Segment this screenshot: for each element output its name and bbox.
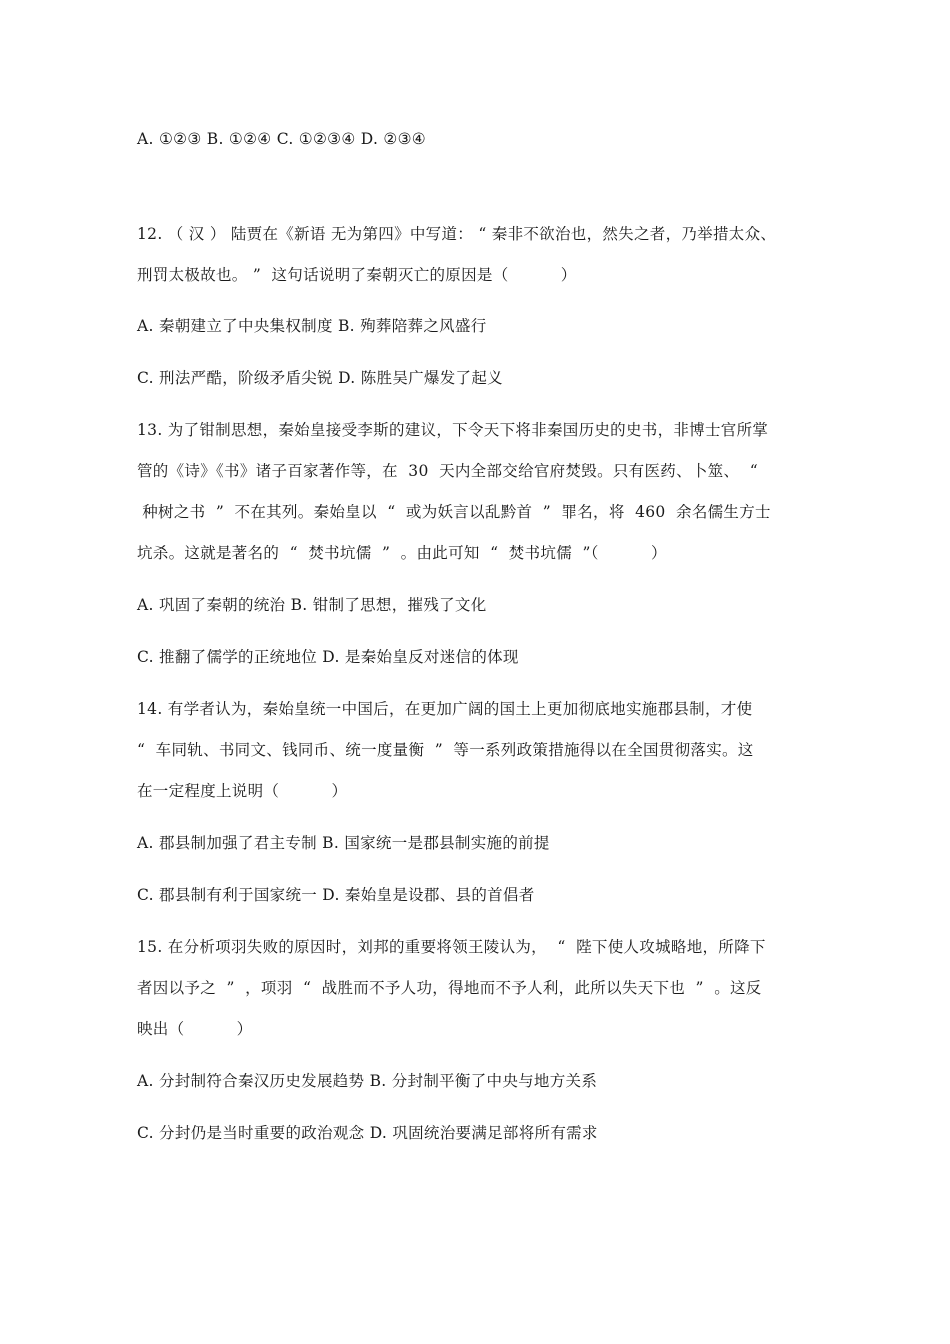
q13-stem-line-2: 管的《诗》《书》诸子百家著作等，在 30 天内全部交给官府焚毁。只有医药、卜筮、 “	[137, 462, 758, 480]
q14-stem-line-3: 在一定程度上说明（ ）	[137, 782, 348, 800]
q13-stem-line-3: 种树之书 ” 不在其列。秦始皇以 “ 或为妖言以乱黔首 ” 罪名，将 460 余名儒生方士	[137, 503, 771, 521]
q11-options: A. ①②③ B. ①②④ C. ①②③④ D. ②③④	[137, 130, 427, 148]
q13-options-ab: A. 巩固了秦朝的统治 B. 钳制了思想，摧残了文化	[137, 596, 487, 614]
q14-options-cd: C. 郡县制有利于国家统一 D. 秦始皇是设郡、县的首倡者	[137, 886, 535, 904]
q14-options-ab: A. 郡县制加强了君主专制 B. 国家统一是郡县制实施的前提	[137, 834, 550, 852]
q12-options-cd: C. 刑法严酷，阶级矛盾尖锐 D. 陈胜吴广爆发了起义	[137, 369, 503, 387]
q12-options-ab: A. 秦朝建立了中央集权制度 B. 殉葬陪葬之风盛行	[137, 317, 487, 335]
q13-stem-line-1: 13. 为了钳制思想，秦始皇接受李斯的建议，下令天下将非秦国历史的史书，非博士官所掌	[137, 421, 769, 439]
q15-stem-line-3: 映出（ ）	[137, 1020, 253, 1038]
q15-stem-line-2: 者因以予之 ” ，项羽 “ 战胜而不予人功，得地而不予人利，此所以失天下也 ” 。这反	[137, 979, 762, 997]
q13-stem-line-4: 坑杀。这就是著名的 “ 焚书坑儒 ” 。由此可知 “ 焚书坑儒 ”（ ）	[137, 544, 667, 562]
q13-options-cd: C. 推翻了儒学的正统地位 D. 是秦始皇反对迷信的体现	[137, 648, 519, 666]
q12-stem-line-2: 刑罚太极故也。 ” 这句话说明了秦朝灭亡的原因是（ ）	[137, 266, 577, 284]
q15-options-ab: A. 分封制符合秦汉历史发展趋势 B. 分封制平衡了中央与地方关系	[137, 1072, 598, 1090]
q15-options-cd: C. 分封仍是当时重要的政治观念 D. 巩固统治要满足部将所有需求	[137, 1124, 598, 1142]
q12-stem-line-1: 12. （ 汉 ） 陆贾在《新语 无为第四》中写道： “ 秦非不欲治也，然失之者，乃举措太众、	[137, 225, 777, 243]
q14-stem-line-1: 14. 有学者认为，秦始皇统一中国后，在更加广阔的国土上更加彻底地实施郡县制，才使	[137, 700, 753, 718]
q15-stem-line-1: 15. 在分析项羽失败的原因时，刘邦的重要将领王陵认为， “ 陛下使人攻城略地，所降下	[137, 938, 766, 956]
q14-stem-line-2: “ 车同轨、书同文、钱同币、统一度量衡 ” 等一系列政策措施得以在全国贯彻落实。这	[137, 741, 754, 759]
